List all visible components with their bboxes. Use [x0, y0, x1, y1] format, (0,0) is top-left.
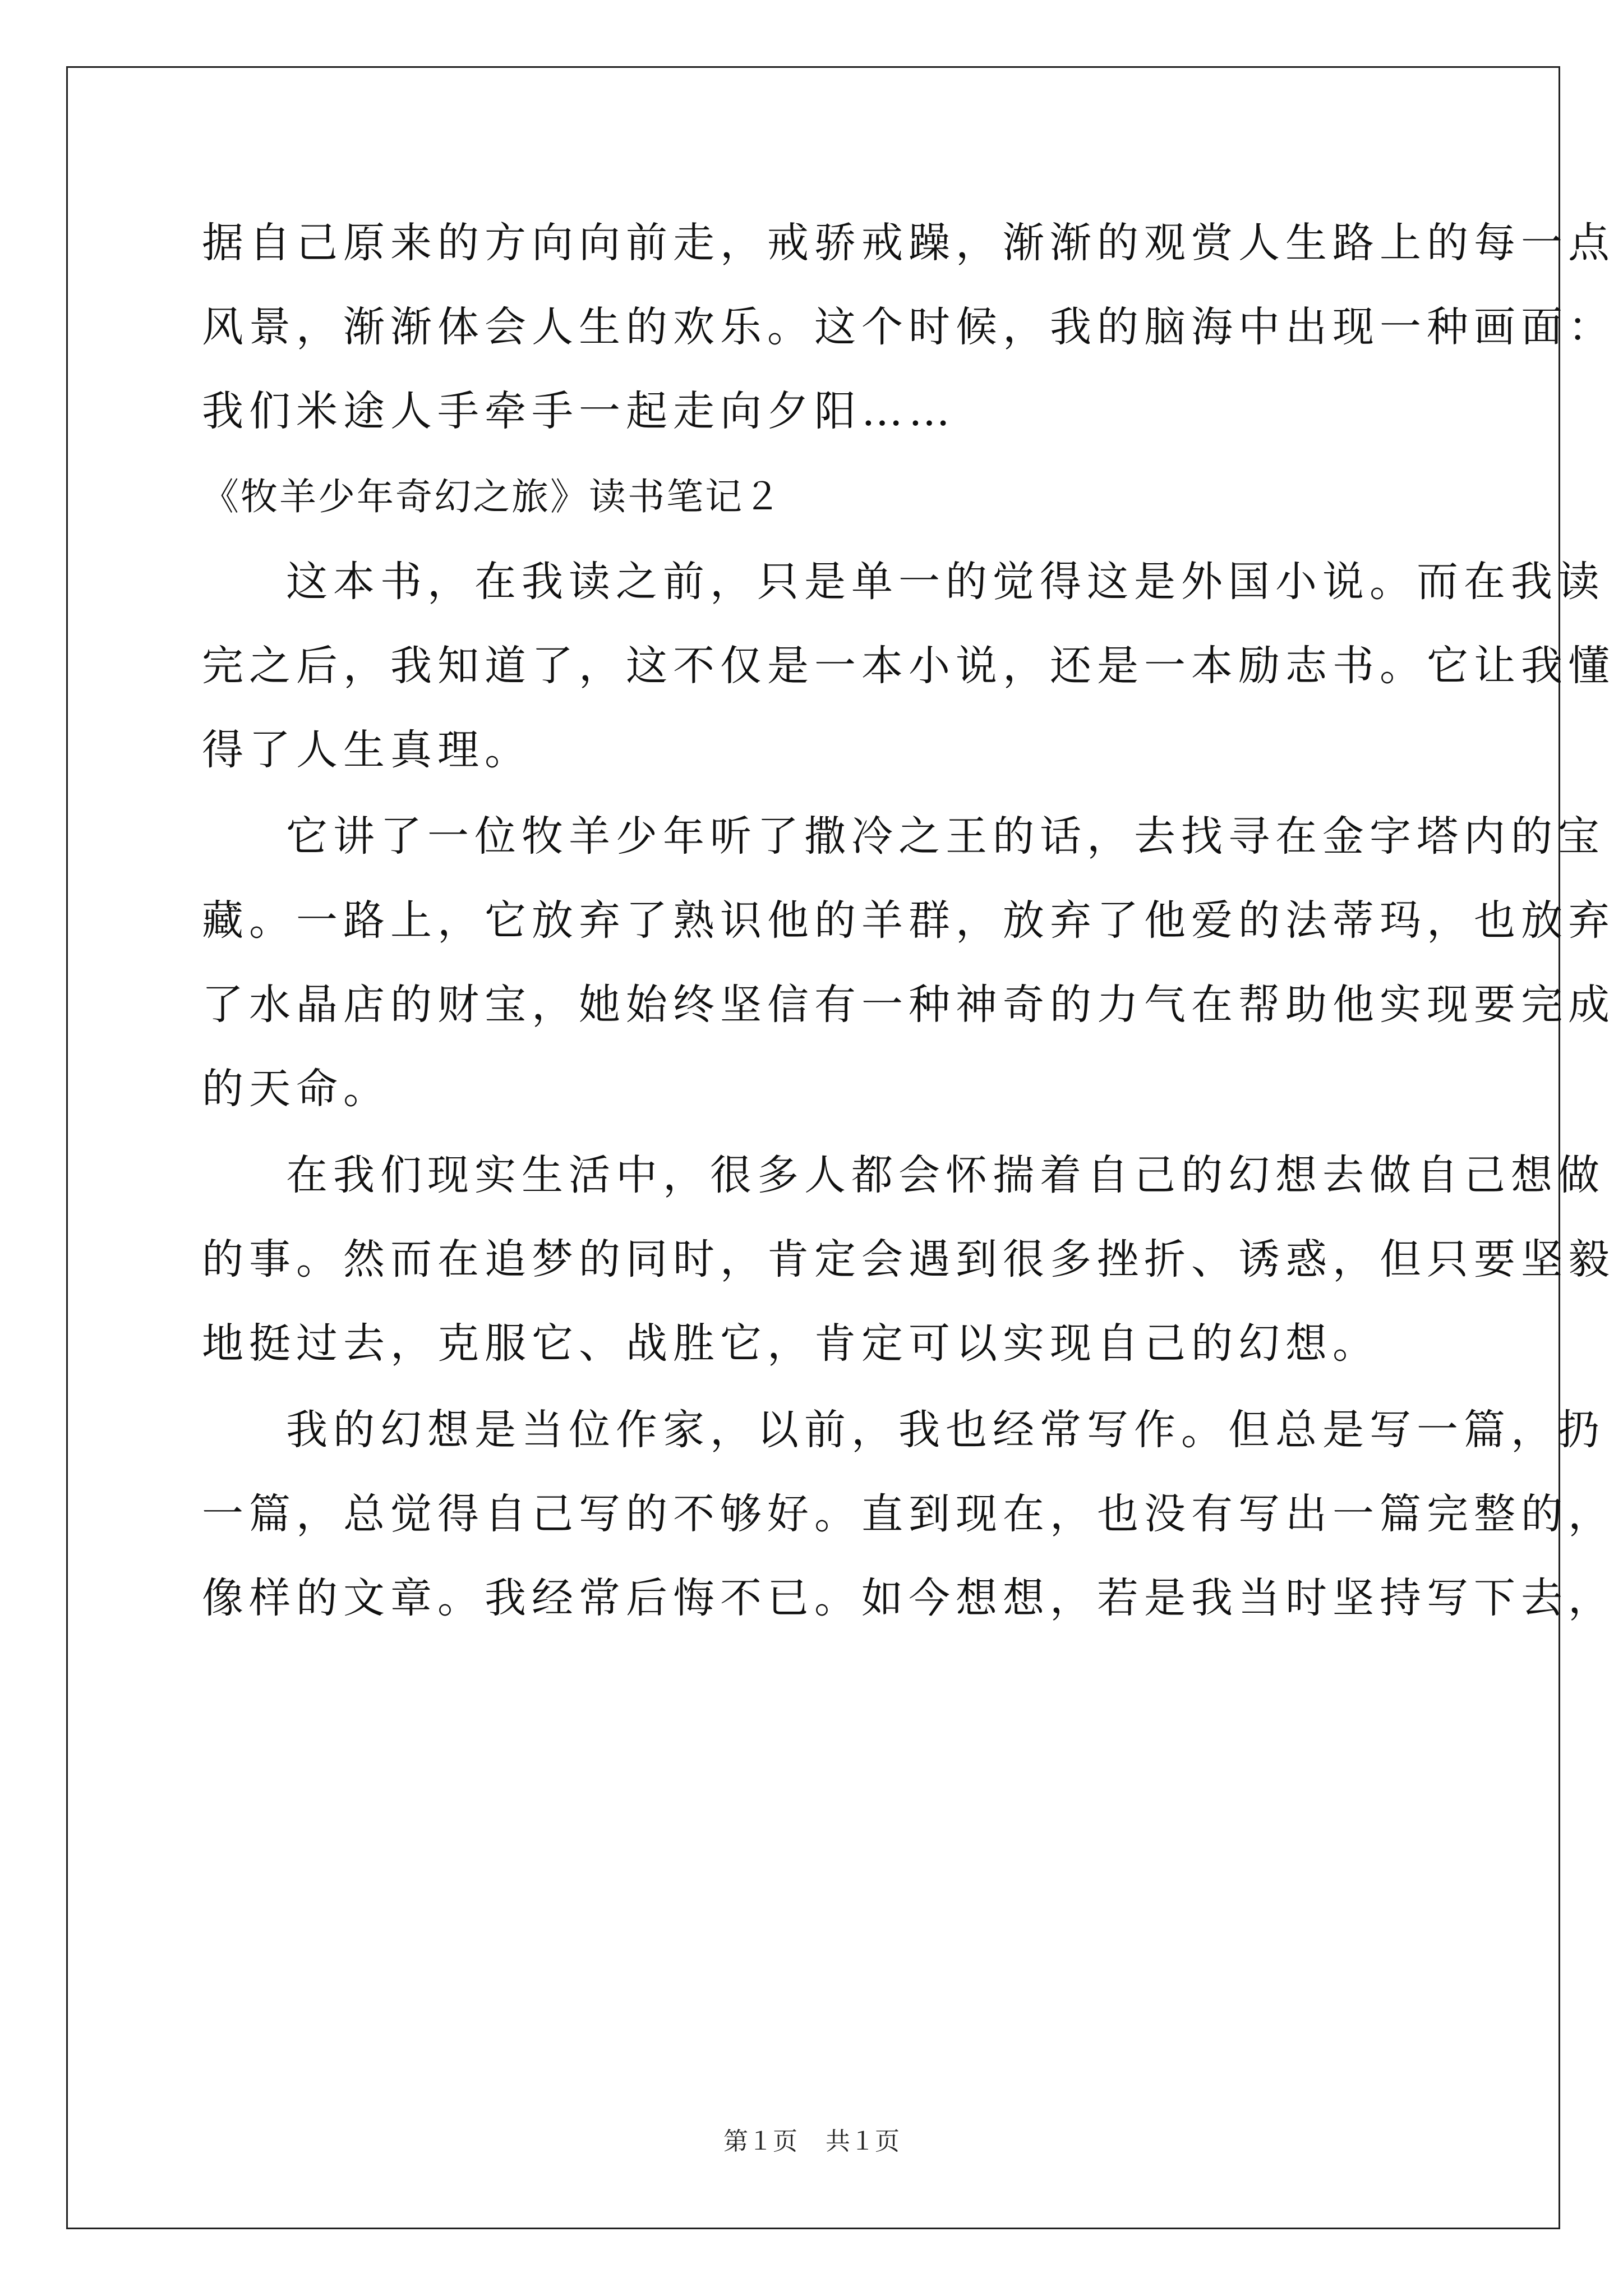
- text-line: 风景，渐渐体会人生的欢乐。这个时候，我的脑海中出现一种画面：: [202, 303, 1615, 351]
- text-line: 我的幻想是当位作家，以前，我也经常写作。但总是写一篇，扔: [286, 1406, 1605, 1454]
- text-line: 的事。然而在追梦的同时，肯定会遇到很多挫折、诱惑，但只要坚毅: [202, 1235, 1615, 1283]
- text-line: 了水晶店的财宝，她始终坚信有一种神奇的力气在帮助他实现要完成: [202, 981, 1615, 1029]
- page-footer: [0, 2127, 1623, 2156]
- text-line: 据自己原来的方向向前走，戒骄戒躁，渐渐的观赏人生路上的每一点: [202, 219, 1615, 267]
- page-total: 共１页: [826, 2127, 900, 2156]
- text-line: 得了人生真理。: [202, 726, 532, 774]
- text-line: 我们米途人手牵手一起走向夕阳……: [202, 387, 956, 435]
- text-line: 像样的文章。我经常后悔不已。如今想想，若是我当时坚持写下去，: [202, 1574, 1615, 1622]
- section-title: 《牧羊少年奇幻之旅》读书笔记２: [202, 475, 782, 518]
- text-line: 藏。一路上，它放弃了熟识他的羊群，放弃了他爱的法蒂玛，也放弃: [202, 896, 1615, 945]
- text-line: 的天命。: [202, 1065, 390, 1113]
- page-number: 第１页: [723, 2127, 797, 2156]
- text-line: 它讲了一位牧羊少年听了撒冷之王的话，去找寻在金字塔内的宝: [286, 812, 1605, 861]
- text-line: 这本书，在我读之前，只是单一的觉得这是外国小说。而在我读: [286, 558, 1605, 606]
- text-line: 完之后，我知道了，这不仅是一本小说，还是一本励志书。它让我懂: [202, 642, 1615, 690]
- text-line: 地挺过去，克服它、战胜它，肯定可以实现自己的幻想。: [202, 1319, 1380, 1368]
- text-line: 一篇，总觉得自己写的不够好。直到现在，也没有写出一篇完整的，: [202, 1490, 1615, 1538]
- text-line: 在我们现实生活中，很多人都会怀揣着自己的幻想去做自己想做: [286, 1151, 1605, 1199]
